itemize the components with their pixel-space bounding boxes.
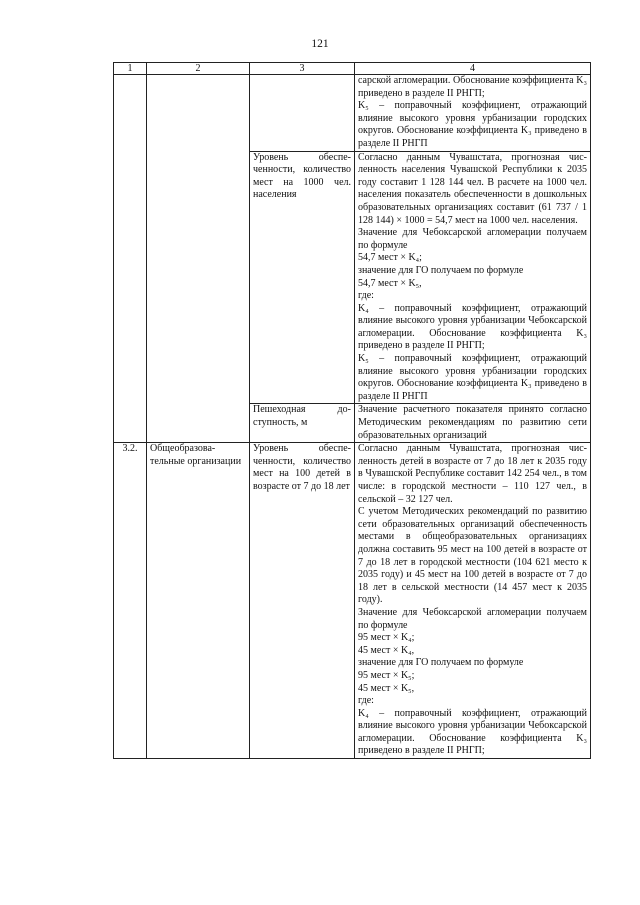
- cell-rationale: [355, 404, 591, 443]
- header-col-2: 2: [147, 63, 250, 75]
- cell-number: [114, 75, 147, 443]
- header-col-4: 4: [355, 63, 591, 75]
- cell-object-type: [147, 75, 250, 443]
- formula-line: 95 мест × K₅;: [358, 669, 415, 681]
- rationale-paragraph: Значение для Чебоксарской агломерации получаем по формуле: [358, 606, 587, 631]
- cell-indicator: Уровень обеспеченности, количество мест на 1000 чел. населения: [250, 151, 355, 404]
- standards-table: [113, 62, 591, 759]
- cell-indicator: Уровень обеспеченности, количество мест на 100 детей в возрасте от 7 до 18 лет: [250, 443, 355, 759]
- rationale-paragraph: K₄ – поправочный коэффициент, отражающий влияние высокого уровня урбанизации Чебоксарской агломерации. Обоснование коэффициента K₃ приведено в разделе II РНГП;: [358, 707, 587, 757]
- table-header-row: [114, 63, 591, 75]
- formula-line: 45 мест × K₅,: [358, 682, 415, 694]
- header-col-1: 1: [114, 63, 147, 75]
- formula-line: 45 мест × K₄,: [358, 644, 415, 656]
- rationale-paragraph: Согласно данным Чувашстата, прогнозная численность детей в возрасте от 7 до 18 лет к 2035 году в Чувашской Республике составит 142 254 чел., в том числе: в городской местности – 110 127 чел., в сельской – 32 127 чел.: [358, 443, 587, 505]
- cell-indicator: [250, 75, 355, 152]
- formula-line: 95 мест × K₄;: [358, 632, 415, 644]
- rationale-paragraph: K₅ – поправочный коэффициент, отражающий влияние высокого уровня урбанизации городских округов. Обоснование коэффициента K₃ приведено в разделе II РНГП: [358, 100, 587, 149]
- formula-line: 54,7 мест × K₅,: [358, 277, 422, 289]
- rationale-paragraph: K₄ – поправочный коэффициент, отражающий влияние высокого уровня урбанизации Чебоксарской агломерации. Обоснование коэффициента K₃ приведено в разделе II РНГП;: [358, 302, 587, 352]
- formula-where: где:: [358, 290, 374, 302]
- cell-rationale: [355, 443, 591, 759]
- rationale-paragraph: Значение расчетного показателя принято согласно Методическим рекомендациям по развитию сети образовательных организаций: [358, 404, 587, 441]
- rationale-paragraph: K₅ – поправочный коэффициент, отражающий влияние высокого уровня урбанизации городских округов. Обоснование коэффициента K₃ приведено в разделе II РНГП: [358, 353, 587, 402]
- cell-rationale: [355, 151, 591, 404]
- rationale-paragraph: Согласно данным Чувашстата, прогнозная численность населения Чувашской Республики к 2035 году составит 1 128 144 чел. В расчете на 1000 чел. населения показатель обеспеченности в дошкольных образовательных организациях составит (61 737 / 1 128 144) × 1000 = 54,7 мест на 1000 чел. населения.: [358, 151, 587, 226]
- table-row: [114, 75, 591, 152]
- formula-line: 54,7 мест × K₄;: [358, 252, 422, 264]
- rationale-paragraph: сарской агломерации. Обоснование коэффициента K₃ приведено в разделе II РНГП;: [358, 75, 587, 99]
- page-number: 121: [311, 38, 329, 50]
- formula-where: где:: [358, 695, 374, 707]
- cell-number: 3.2.: [114, 443, 147, 759]
- rationale-paragraph: Значение для Чебоксарской агломерации получаем по формуле: [358, 227, 587, 251]
- cell-indicator: Пешеходная доступность, м: [250, 404, 355, 443]
- header-col-3: 3: [250, 63, 355, 75]
- cell-rationale: [355, 75, 591, 152]
- rationale-paragraph: значение для ГО получаем по формуле: [358, 657, 524, 669]
- cell-object-type: Общеобразовательные организации: [147, 443, 250, 759]
- rationale-paragraph: значение для ГО получаем по формуле: [358, 264, 524, 276]
- rationale-paragraph: С учетом Методических рекомендаций по развитию сети образовательных организаций обеспеченность местами в общеобразовательных организациях должна составить 95 мест на 100 детей в возрасте от 7 до 18 лет в городской местности (104 621 место к 2035 году) и 45 мест на 100 детей в возрасте от 7 до 18 лет в сельской местности (14 457 мест к 2035 году).: [358, 506, 587, 606]
- table-row: [114, 443, 591, 759]
